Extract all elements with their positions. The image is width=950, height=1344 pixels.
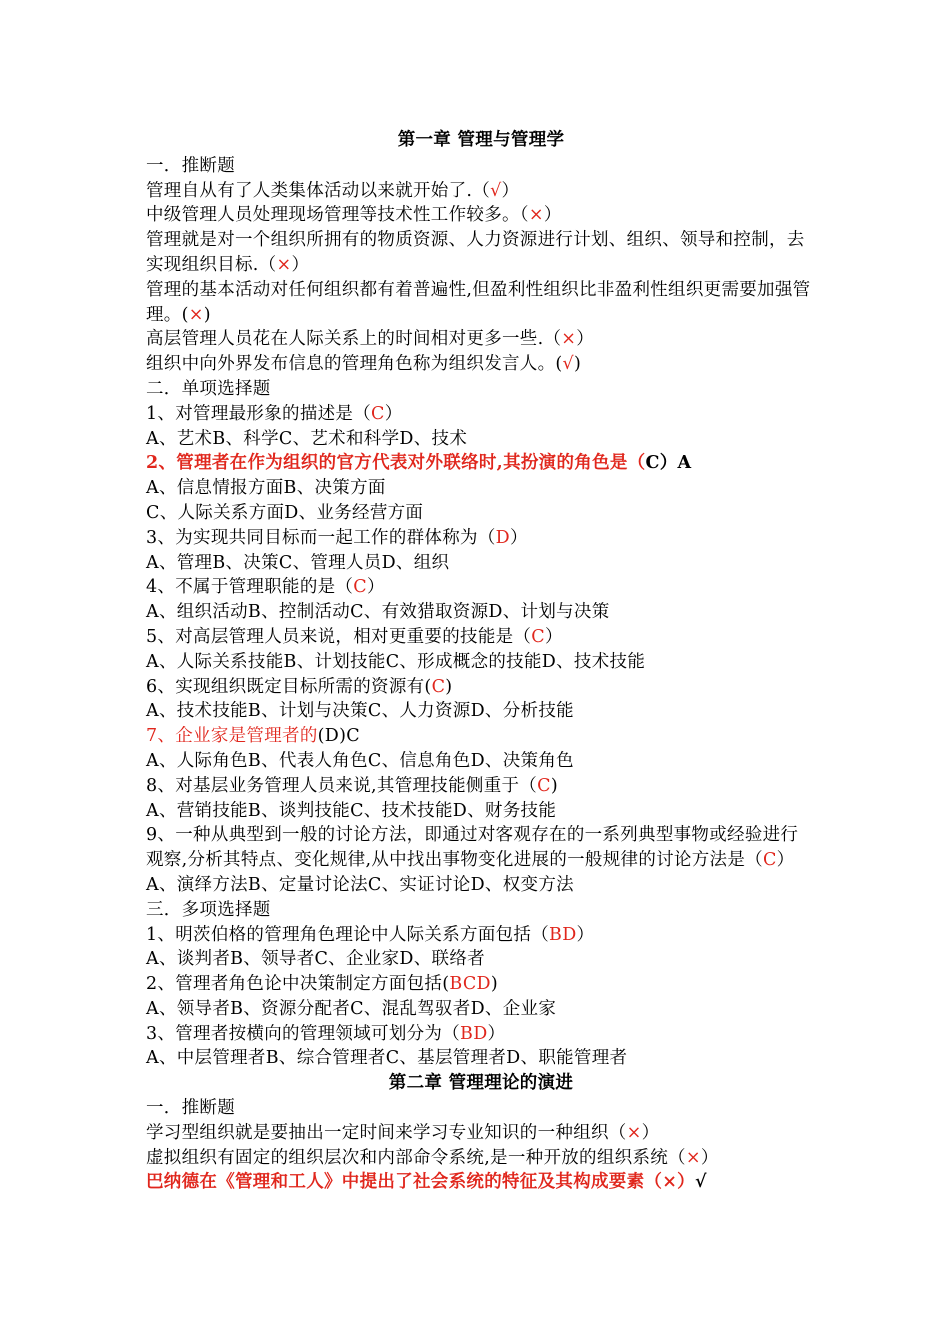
answer-mark: × — [626, 1122, 642, 1143]
text-run: ） — [509, 527, 528, 548]
answer-mark: C — [531, 626, 545, 647]
answer-mark: 2、管理者在作为组织的官方代表对外联络时,其扮演的角色是（ — [146, 453, 646, 474]
text-line — [146, 427, 816, 452]
text-line — [146, 451, 816, 476]
text-run: 管理的基本活动对任何组织都有着普遍性,但盈利性组织比非盈利性组织更需要加强管理。( — [146, 279, 811, 325]
text-run: ） — [776, 850, 795, 871]
answer-mark: √ — [562, 354, 574, 375]
text-run: ） — [366, 577, 385, 598]
text-line — [146, 575, 816, 600]
text-run: A、人际角色B、代表人角色C、信息角色D、决策角色 — [146, 750, 574, 771]
text-run: 一．推断题 — [146, 1098, 235, 1119]
text-line — [146, 402, 816, 427]
text-line — [146, 154, 816, 179]
text-run: ）A — [659, 453, 692, 474]
text-line — [146, 501, 816, 526]
text-line — [146, 228, 816, 278]
answer-mark: × — [685, 1147, 701, 1168]
text-line — [146, 1170, 816, 1195]
text-run: C、人际关系方面D、业务经营方面 — [146, 502, 424, 523]
text-run: ） — [501, 180, 520, 201]
text-run: ） — [641, 1122, 660, 1143]
text-line — [146, 352, 816, 377]
text-run: ） — [543, 205, 562, 226]
text-line — [146, 947, 816, 972]
text-run: ) — [203, 304, 211, 325]
text-run: ） — [487, 1023, 506, 1044]
answer-mark: × — [188, 304, 204, 325]
text-run: 三．多项选择题 — [146, 899, 271, 920]
text-line — [146, 600, 816, 625]
text-run: ) — [550, 775, 558, 796]
answer-mark: C — [371, 403, 385, 424]
text-line — [146, 1146, 816, 1171]
text-line — [146, 823, 816, 873]
text-run: ) — [573, 354, 582, 375]
text-run: ） — [700, 1147, 719, 1168]
answer-mark: BCD — [449, 974, 491, 995]
text-line — [146, 327, 816, 352]
text-line — [146, 923, 816, 948]
text-run: ） — [576, 329, 595, 350]
text-run: 6、实现组织既定目标所需的资源有( — [146, 676, 432, 697]
text-run: 组织中向外界发布信息的管理角色称为组织发言人。( — [146, 354, 563, 375]
text-run: 8、对基层业务管理人员来说,其管理技能侧重于（ — [146, 775, 538, 796]
text-line — [146, 551, 816, 576]
answer-mark: C — [762, 850, 777, 871]
text-run: 1、对管理最形象的描述是（ — [146, 403, 372, 424]
answer-mark: C — [537, 775, 551, 796]
text-run: 高层管理人员花在人际关系上的时间相对更多一些.（ — [146, 329, 562, 350]
text-line — [146, 1022, 816, 1047]
text-run: 学习型组织就是要抽出一定时间来学习专业知识的一种组织（ — [146, 1122, 627, 1143]
answer-mark: 7、企业家是管理者的 — [146, 726, 318, 747]
text-run: 2、管理者角色论中决策制定方面包括( — [146, 974, 450, 995]
text-line — [146, 898, 816, 923]
text-run: C — [645, 453, 660, 474]
text-run: A、中层管理者B、综合管理者C、基层管理者D、职能管理者 — [146, 1048, 628, 1069]
text-run: 3、为实现共同目标而一起工作的群体称为（ — [146, 527, 496, 548]
text-run: ） — [544, 626, 563, 647]
text-line — [146, 1071, 816, 1096]
text-line — [146, 1046, 816, 1071]
text-run: 虚拟组织有固定的组织层次和内部命令系统,是一种开放的组织系统（ — [146, 1147, 686, 1168]
answer-mark: × — [528, 205, 544, 226]
text-line — [146, 203, 816, 228]
text-run: 中级管理人员处理现场管理等技术性工作较多。（ — [146, 205, 529, 226]
text-line — [146, 799, 816, 824]
text-line — [146, 1121, 816, 1146]
text-run: ) — [490, 974, 499, 995]
text-line — [146, 526, 816, 551]
text-line — [146, 179, 816, 204]
text-line — [146, 476, 816, 501]
text-line — [146, 278, 816, 328]
text-run: ） — [384, 403, 403, 424]
text-run: ） — [291, 254, 310, 275]
text-run: 管理自从有了人类集体活动以来就开始了.（ — [146, 180, 491, 201]
text-run: A、组织活动B、控制活动C、有效猎取资源D、计划与决策 — [146, 602, 610, 623]
answer-mark: √ — [490, 180, 502, 201]
text-line — [146, 1096, 816, 1121]
text-run: 管理就是对一个组织所拥有的物质资源、人力资源进行计划、组织、领导和控制，去实现组织目标.（ — [146, 230, 805, 275]
text-run: 9、一种从典型到一般的讨论方法，即通过对客观存在的一系列典型事物或经验进行观察,分析其特点、变化规律,从中找出事物变化进展的一般规律的讨论方法是（ — [146, 825, 799, 871]
text-line — [146, 699, 816, 724]
text-run: √ — [694, 1172, 707, 1193]
text-run: A、人际关系技能B、计划技能C、形成概念的技能D、技术技能 — [146, 651, 646, 672]
text-line — [146, 774, 816, 799]
text-run: 二．单项选择题 — [146, 378, 271, 399]
text-line — [146, 128, 816, 153]
text-line — [146, 997, 816, 1022]
text-run: 1、明茨伯格的管理角色理论中人际关系方面包括（ — [146, 924, 550, 945]
text-run: 5、对高层管理人员来说，相对更重要的技能是（ — [146, 626, 532, 647]
answer-mark: BD — [549, 924, 577, 945]
answer-mark: × — [561, 329, 577, 350]
text-line — [146, 749, 816, 774]
answer-mark: C — [431, 676, 446, 697]
answer-mark: C — [353, 577, 367, 598]
text-line — [146, 650, 816, 675]
text-run: 一．推断题 — [146, 155, 235, 176]
text-run: 第二章 管理理论的演进 — [388, 1073, 574, 1094]
text-run: A、信息情报方面B、决策方面 — [146, 478, 386, 499]
text-run: 3、管理者按横向的管理领域可划分为（ — [146, 1023, 461, 1044]
text-line — [146, 724, 816, 749]
answer-mark: D — [495, 527, 510, 548]
text-line — [146, 873, 816, 898]
text-line — [146, 972, 816, 997]
text-run: ) — [445, 676, 453, 697]
text-run: (D)C — [317, 726, 360, 747]
text-run: A、管理B、决策C、管理人员D、组织 — [146, 552, 450, 573]
text-line — [146, 377, 816, 402]
text-run: 4、不属于管理职能的是（ — [146, 577, 354, 598]
text-run: A、艺术B、科学C、艺术和科学D、技术 — [146, 428, 468, 449]
text-run: A、营销技能B、谈判技能C、技术技能D、财务技能 — [146, 800, 557, 821]
answer-mark: BD — [460, 1023, 488, 1044]
text-run: 第一章 管理与管理学 — [397, 130, 565, 150]
text-line — [146, 625, 816, 650]
text-run: A、谈判者B、领导者C、企业家D、联络者 — [146, 949, 485, 970]
text-run: A、演绎方法B、定量讨论法C、实证讨论D、权变方法 — [146, 874, 574, 895]
text-run: ） — [576, 924, 595, 945]
answer-mark: 巴纳德在《管理和工人》中提出了社会系统的特征及其构成要素（×） — [146, 1172, 695, 1193]
text-run: A、领导者B、资源分配者C、混乱驾驭者D、企业家 — [146, 998, 557, 1019]
answer-mark: × — [276, 254, 292, 275]
text-run: A、技术技能B、计划与决策C、人力资源D、分析技能 — [146, 701, 574, 722]
text-line — [146, 675, 816, 700]
document-content — [146, 128, 816, 1195]
